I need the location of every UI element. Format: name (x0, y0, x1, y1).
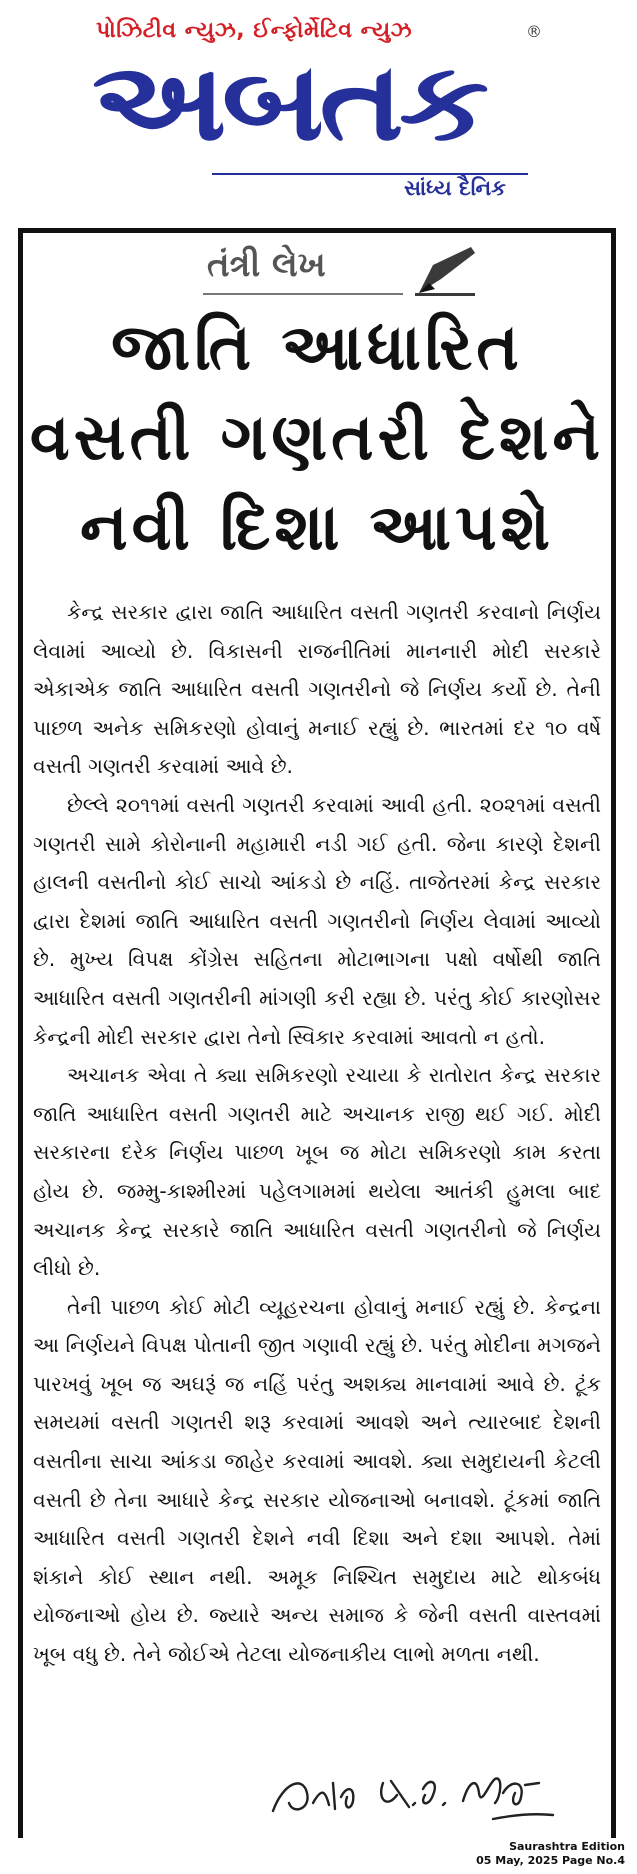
article-paragraph-1: કેન્દ્ર સરકાર દ્વારા જાતિ આધારિત વસતી ગણતરી કરવાનો નિર્ણય લેવામાં આવ્યો છે. વિકાસની રાજનીતિમાં માનનારી મોદી સરકારે એકાએક જાતિ આધારિત વસતી ગણતરીનો જે નિર્ણય કર્યો છે. તેની પાછળ અનેક સમિકરણો હોવાનું મનાઈ રહ્યું છે. ભારતમાં દર ૧૦ વર્ષે વસતી ગણતરી કરવામાં આવે છે. (33, 600, 601, 779)
headline-line-2: વસતી ગણતરી દેશને (29, 401, 605, 475)
section-underline (203, 293, 403, 295)
article-paragraph-3: અચાનક એવા તે ક્યા સમિકરણો રચાયા કે રાતોરાત કેન્દ્ર સરકાર જાતિ આધારિત વસતી ગણતરી માટે અચાનક રાજી થઈ ગઈ. મોદી સરકારના દરેક નિર્ણય પાછળ ખૂબ જ મોટા સમિકરણો કામ કરતા હોય છે. જમ્મુ-કાશ્મીરમાં પહેલગામમાં થયેલા આતંકી હુમલા બાદ અચાનક કેન્દ્ર સરકારે જાતિ આધારિત વસતી ગણતરીનો જે નિર્ણય લીધો છે. (33, 1063, 601, 1281)
edition-name: Saurashtra Edition (509, 1840, 625, 1853)
newspaper-logo: અબતક (92, 40, 485, 165)
editor-signature (263, 1753, 563, 1833)
edition-info (476, 1840, 625, 1868)
headline-line-3: નવી દિશા આપશે (80, 491, 554, 565)
headline-line-1: જાતિ આધારિત (111, 311, 523, 385)
logo-underline (212, 173, 528, 175)
headline (29, 303, 605, 573)
masthead-tagline: પોઝિટીવ ન્યુઝ, ઈન્ફોર્મેટિવ ન્યુઝ (96, 18, 413, 43)
article-paragraph-2: છેલ્લે ૨૦૧૧માં વસતી ગણતરી કરવામાં આવી હતી. ૨૦૨૧માં વસતી ગણતરી સામે કોરોનાની મહામારી નડી ગઈ હતી. જેના કારણે દેશની હાલની વસતીનો કોઈ સાચો આંકડો છે નહિં. તાજેતરમાં કેન્દ્ર સરકાર દ્વારા દેશમાં જાતિ આધારિત વસતી ગણતરીનો નિર્ણય લેવામાં આવ્યો છે. મુખ્ય વિપક્ષ કોંગ્રેસ સહિતના મોટાભાગના પક્ષો વર્ષોથી જાતિ આધારિત વસતી ગણતરીની માંગણી કરી રહ્યા છે. પરંતુ કોઈ કારણોસર કેન્દ્રની મોદી સરકાર દ્વારા તેનો સ્વિકાર કરવામાં આવતો ન હતો. (33, 792, 601, 1049)
section-header (193, 241, 493, 297)
registered-mark: ® (526, 22, 542, 41)
pen-icon (411, 243, 479, 297)
section-label: તંત્રી લેખ (207, 245, 326, 285)
edition-date-page: 05 May, 2025 Page No.4 (476, 1854, 625, 1867)
article-body (33, 593, 601, 1674)
article-paragraph-4: તેની પાછળ કોઈ મોટી વ્યૂહરચના હોવાનું મનાઈ રહ્યું છે. કેન્દ્રના આ નિર્ણયને વિપક્ષ પોતાની જીત ગણાવી રહ્યું છે. પરંતુ મોદીના મગજને પારખવું ખૂબ જ અઘરૂં જ નહિં પરંતુ અશક્ય માનવામાં આવે છે. ટૂંક સમયમાં વસતી ગણતરી શરૂ કરવામાં આવશે અને ત્યારબાદ દેશની વસતીના સાચા આંકડા જાહેર કરવામાં આવશે. ક્યા સમુદાયની કેટલી વસતી છે તેના આધારે કેન્દ્ર સરકાર યોજનાઓ બનાવશે. ટૂંકમાં જાતિ આધારિત વસતી ગણતરી દેશને નવી દિશા અને દશા આપશે. તેમાં શંકાને કોઈ સ્થાન નથી. અમૂક નિશ્ચિત સમુદાય માટે થોકબંધ યોજનાઓ હોય છે. જ્યારે અન્ય સમાજ કે જેની વસતી વાસ્તવમાં ખૂબ વધુ છે. તેને જોઈએ તેટલા યોજનાકીય લાભો મળતા નથી. (33, 1294, 601, 1667)
sub-brand: સાંધ્ય દૈનિક (404, 176, 506, 200)
editorial-frame (18, 228, 616, 1838)
masthead (0, 0, 637, 210)
